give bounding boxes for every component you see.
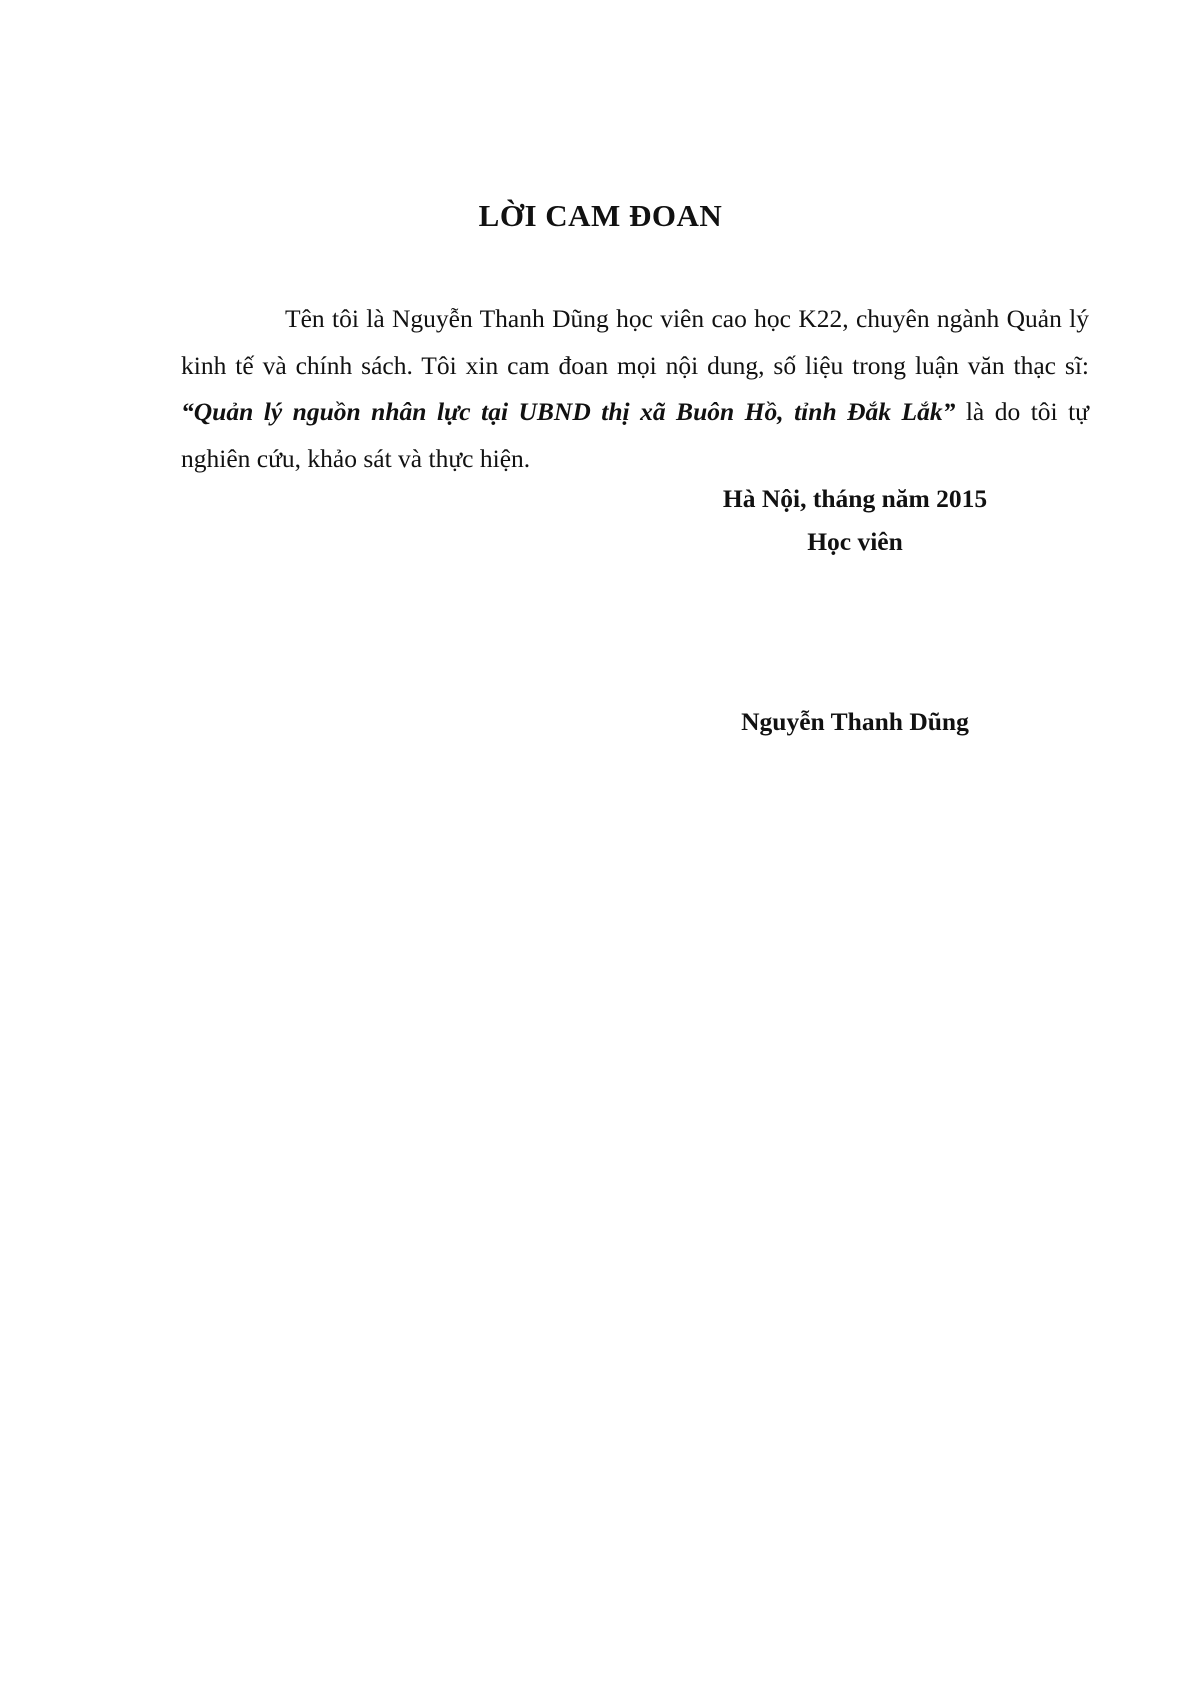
declaration-paragraph [181, 296, 1089, 482]
signature-name: Nguyễn Thanh Dũng [741, 707, 969, 736]
page-title: LỜI CAM ĐOAN [478, 198, 723, 233]
declaration-intro: Tên tôi là Nguyễn Thanh Dũng học viên cao học K22, chuyên ngành Quản lý kinh tế và chính sách. Tôi xin cam đoan mọi nội dung, số liệu trong luận văn thạc sĩ: [181, 304, 1089, 380]
place-date: Hà Nội, tháng năm 2015 [722, 484, 988, 513]
declaration-outro: là do tôi tự nghiên cứu, khảo sát và thực hiện. [181, 397, 1089, 473]
thesis-title: “Quản lý nguồn nhân lực tại UBND thị xã Buôn Hồ, tỉnh Đắk Lắk” [181, 397, 956, 426]
student-label: Học viên [807, 527, 903, 556]
